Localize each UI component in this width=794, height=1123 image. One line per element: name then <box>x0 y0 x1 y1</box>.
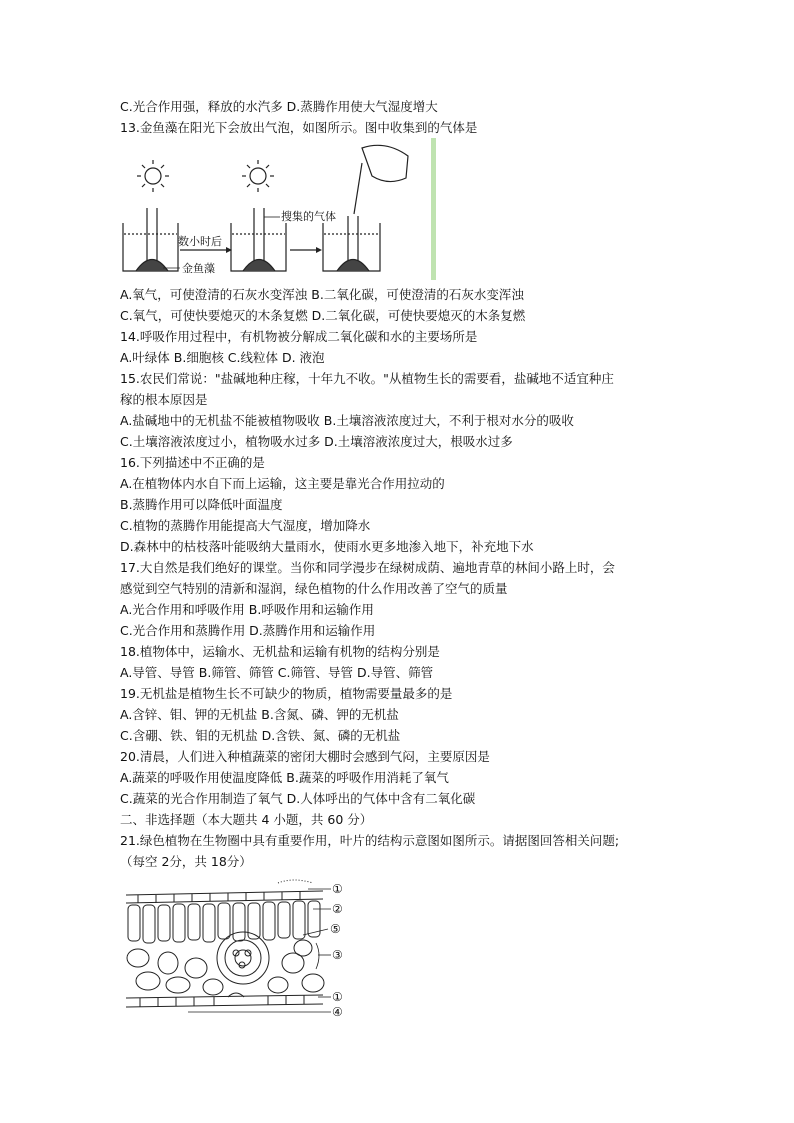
beaker <box>231 208 286 271</box>
label-4: ④ <box>332 1005 343 1019</box>
question-21: 21.绿色植物在生物圈中具有重要作用，叶片的结构示意图如图所示。请据图回答相关问题; <box>120 833 620 848</box>
label-3: ③ <box>332 948 343 962</box>
label-1-top: ① <box>332 882 343 896</box>
label-2: ② <box>332 902 343 916</box>
text-line-14: D.森林中的枯枝落叶能吸纳大量雨水，使雨水更多地渗入地下，补充地下水 <box>120 539 534 554</box>
green-margin-bar <box>431 138 436 280</box>
beaker <box>123 208 178 271</box>
sun-icon <box>242 160 274 192</box>
question-19: 19.无机盐是植物生长不可缺少的物质，植物需要量最多的是 <box>120 686 453 701</box>
text-line-3: C.氧气，可使快要熄灭的木条复燃 D.二氧化碳，可使快要熄灭的木条复燃 <box>120 308 526 323</box>
text-line-12: B.蒸腾作用可以降低叶面温度 <box>120 497 283 512</box>
label-1-bottom: ① <box>332 990 343 1004</box>
question-13: 13.金鱼藻在阳光下会放出气泡，如图所示。图中收集到的气体是 <box>120 120 478 135</box>
text-line-18: C.光合作用和蒸腾作用 D.蒸腾作用和运输作用 <box>120 623 376 638</box>
arrow-head <box>316 247 322 253</box>
label-goldfish-algae: 金鱼藻 <box>182 262 215 275</box>
text-line-17: A.光合作用和呼吸作用 B.呼吸作用和运输作用 <box>120 602 374 617</box>
text-line-20: A.导管、导管 B.筛管、筛管 C.筛管、导管 D.导管、筛管 <box>120 665 434 680</box>
question-16: 16.下列描述中不正确的是 <box>120 455 265 470</box>
text-line-25: A.蔬菜的呼吸作用使温度降低 B.蔬菜的呼吸作用消耗了氧气 <box>120 770 449 785</box>
goldfish-algae-figure <box>118 138 443 284</box>
text-line-11: A.在植物体内水自下而上运输，这主要是靠光合作用拉动的 <box>120 476 445 491</box>
text-line-13: C.植物的蒸腾作用能提高大气湿度，增加降水 <box>120 518 371 533</box>
text-line-16: 感觉到空气特别的清新和湿润，绿色植物的什么作用改善了空气的质量 <box>120 581 508 596</box>
text-line-2: A.氧气，可使澄清的石灰水变浑浊 B.二氧化碳，可使澄清的石灰水变浑浊 <box>120 287 524 302</box>
text-line-9: C.土壤溶液浓度过小，植物吸水过多 D.土壤溶液浓度过大，根吸水过多 <box>120 434 513 449</box>
section-heading: 二、非选择题（本大题共 4 小题，共 60 分） <box>120 812 373 827</box>
text-line-5: A.叶绿体 B.细胞核 C.线粒体 D. 液泡 <box>120 350 325 365</box>
label-hours-later: 数小时后 <box>178 235 222 248</box>
text-line-26: C.蔬菜的光合作用制造了氧气 D.人体呼出的气体中含有二氧化碳 <box>120 791 476 806</box>
text-line-0: C.光合作用强，释放的水汽多 D.蒸腾作用使大气湿度增大 <box>120 99 438 114</box>
text-line-8: A.盐碱地中的无机盐不能被植物吸收 B.土壤溶液浓度过大，不利于根对水分的吸收 <box>120 413 574 428</box>
label-collected-gas: 搜集的气体 <box>281 210 336 223</box>
label-5: ⑤ <box>330 922 341 936</box>
leaf-structure-figure <box>118 873 363 1023</box>
question-20: 20.清晨，人们进入种植蔬菜的密闭大棚时会感到气闷，主要原因是 <box>120 749 490 764</box>
question-17: 17.大自然是我们绝好的课堂。当你和同学漫步在绿树成荫、遍地青草的林间小路上时，会 <box>120 560 615 575</box>
question-14: 14.呼吸作用过程中，有机物被分解成二氧化碳和水的主要场所是 <box>120 329 478 344</box>
text-line-7: 稼的根本原因是 <box>120 392 208 407</box>
question-15: 15.农民们常说："盐碱地种庄稼，十年九不收。"从植物生长的需要看，盐碱地不适宜种庄 <box>120 371 614 386</box>
question-18: 18.植物体中，运输水、无机盐和运输有机物的结构分别是 <box>120 644 440 659</box>
beaker <box>323 145 408 271</box>
text-line-22: A.含锌、钼、钾的无机盐 B.含氮、磷、钾的无机盐 <box>120 707 399 722</box>
text-line-29: （每空 2分，共 18分） <box>120 854 252 869</box>
sun-icon <box>137 160 169 192</box>
text-line-23: C.含硼、铁、钼的无机盐 D.含铁、氮、磷的无机盐 <box>120 728 401 743</box>
